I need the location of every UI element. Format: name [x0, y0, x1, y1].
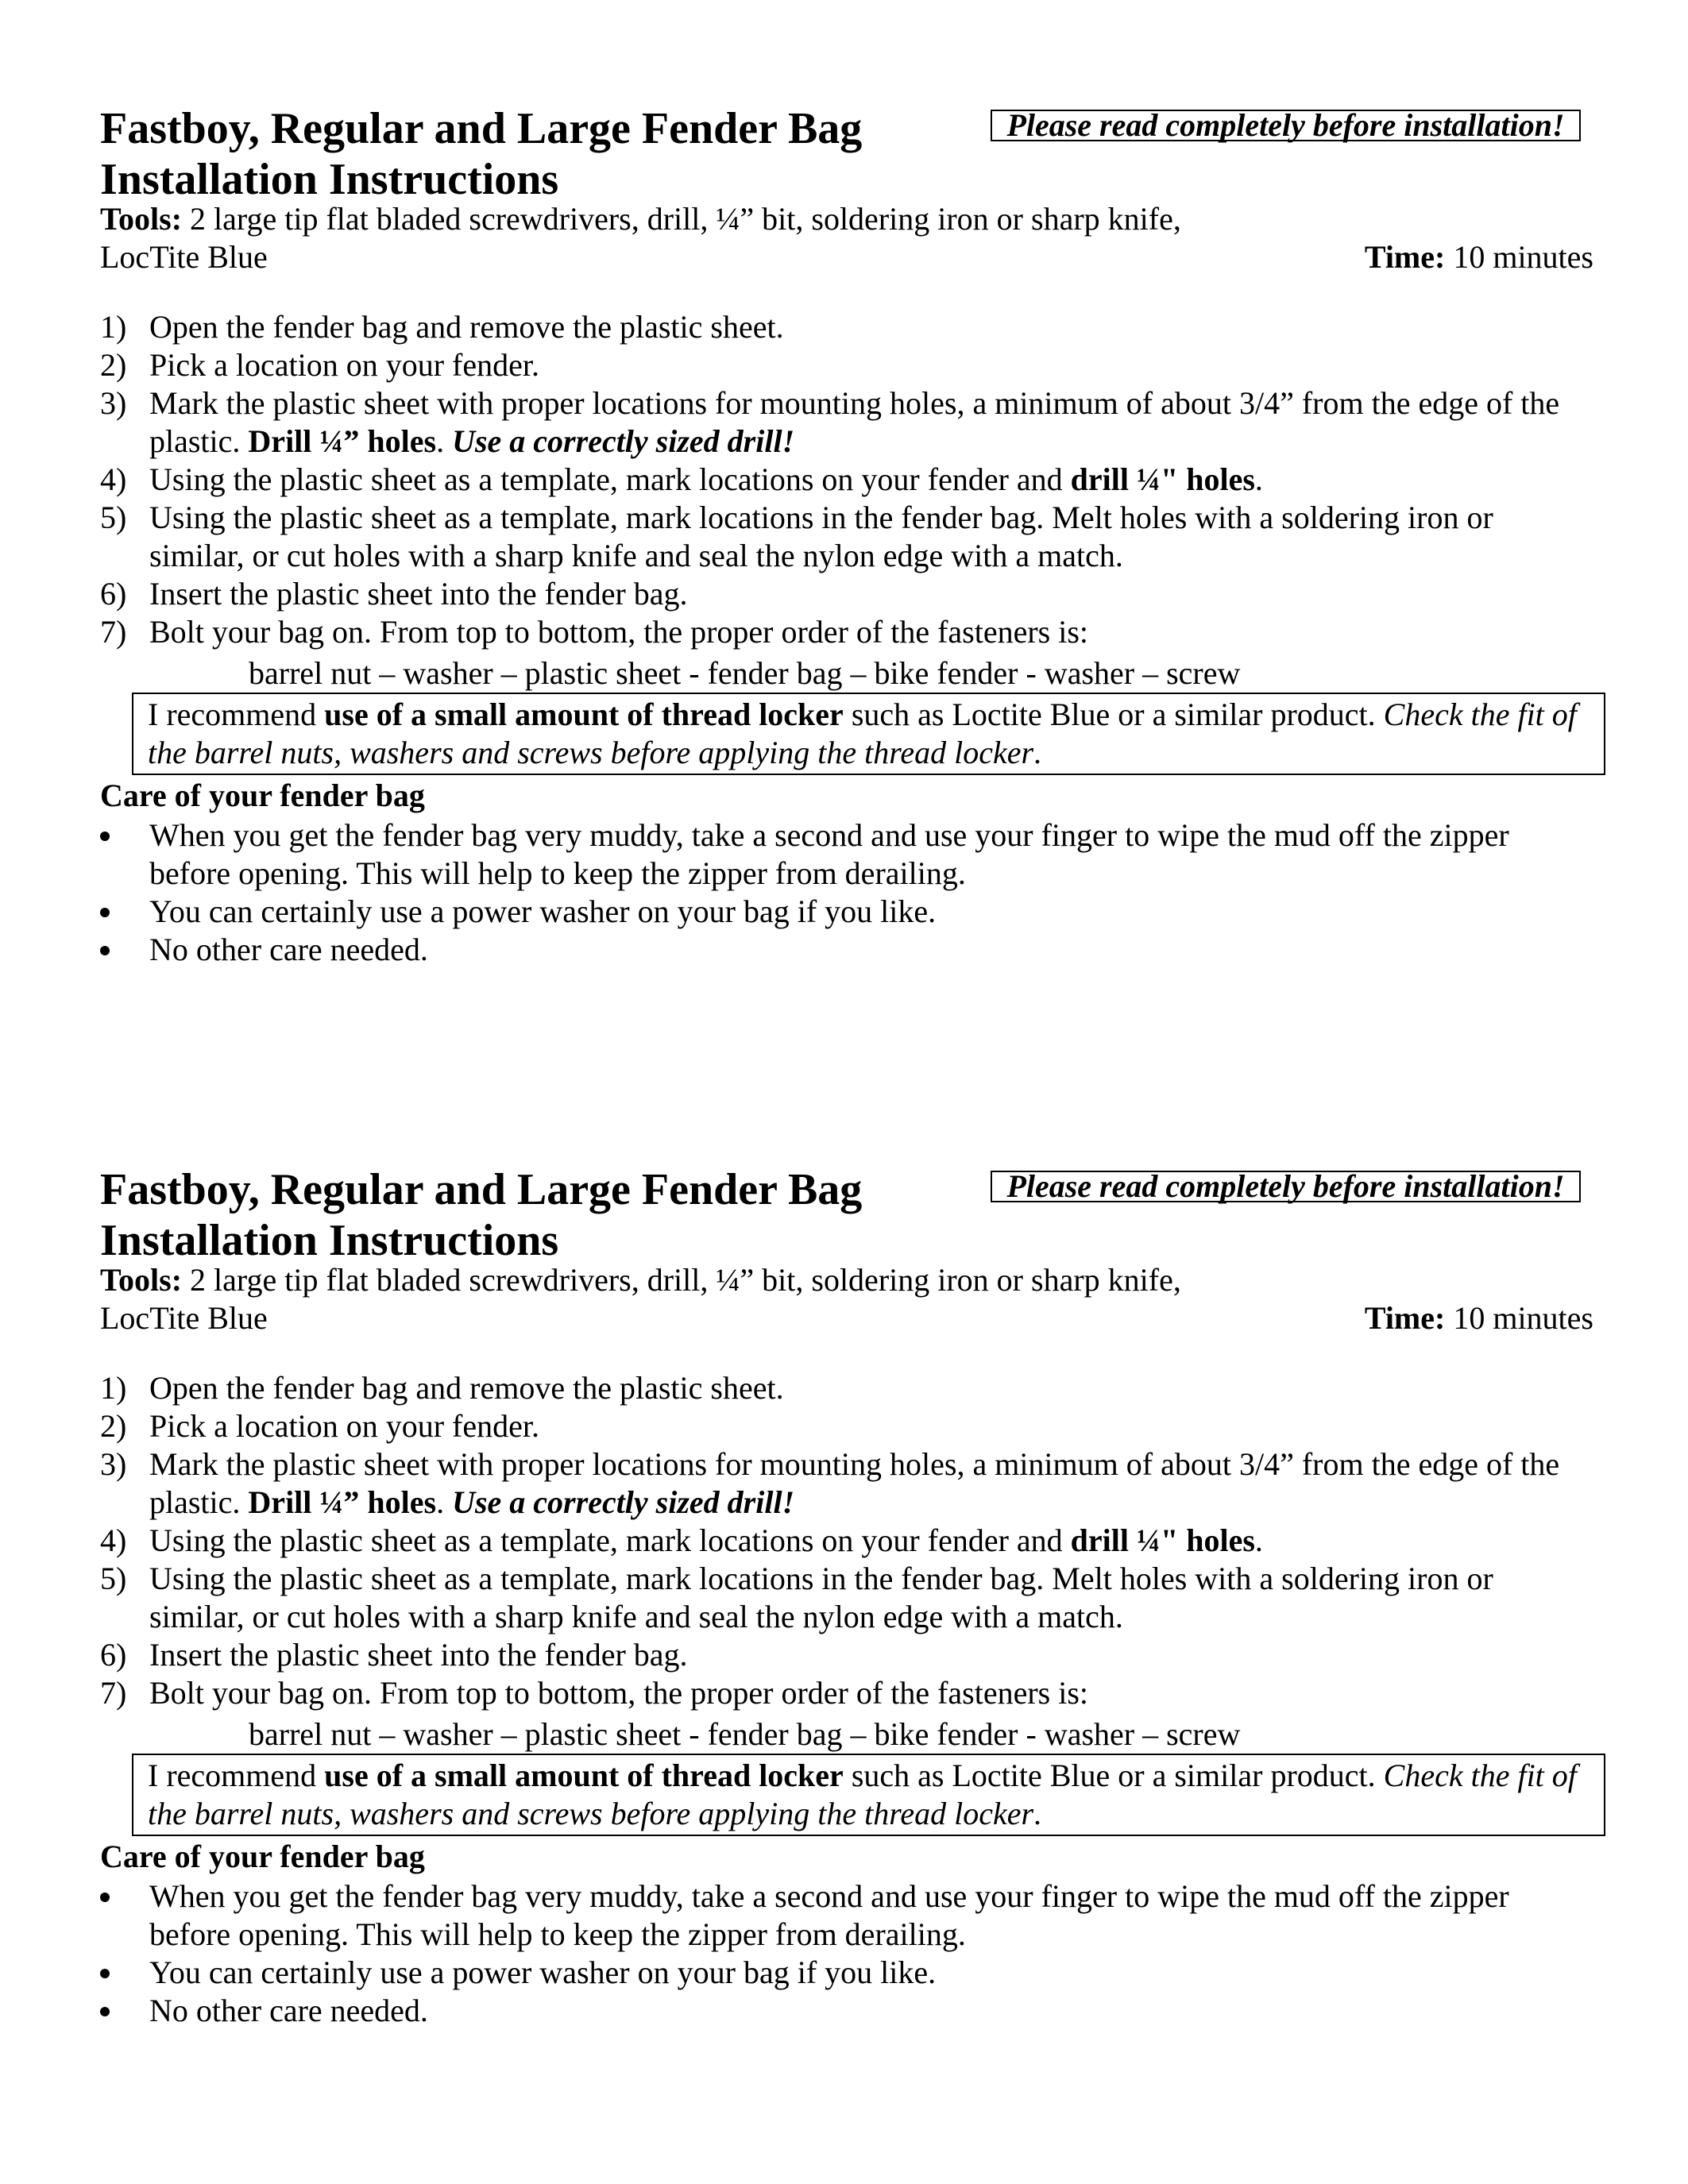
care-heading: Care of your fender bag [100, 1839, 425, 1874]
step-item [100, 1636, 1593, 1674]
note-italic: Check the fit of the barrel nuts, washers and screws before applying the thread locker [148, 696, 1577, 770]
step-text: . [1254, 461, 1263, 497]
note-text: . [1033, 1796, 1042, 1831]
note-text: such as Loctite Blue or a similar product. [843, 1758, 1384, 1793]
step-text: Using the plastic sheet as a template, mark locations on your fender and [149, 461, 1071, 497]
tools-text: 2 large tip flat bladed screwdrivers, drill, ¼” bit, soldering iron or sharp knife, [182, 201, 1181, 237]
step-emphasis-italic: Use a correctly sized drill! [452, 423, 795, 459]
step-item [100, 575, 1593, 613]
bullet-icon [100, 946, 110, 955]
fastener-order: barrel nut – washer – plastic sheet - fender bag – bike fender - washer – screw [249, 655, 1241, 691]
steps-list [100, 1369, 1593, 1712]
step-number: 4) [100, 1522, 127, 1558]
step-text: Open the fender bag and remove the plastic sheet. [149, 309, 784, 345]
step-emphasis: Drill ¼” holes [248, 1484, 437, 1520]
step-item [100, 308, 1593, 346]
step-item [100, 1445, 1593, 1522]
bullet-icon [100, 1893, 110, 1902]
fastener-order: barrel nut – washer – plastic sheet - fender bag – bike fender - washer – screw [249, 1716, 1241, 1752]
step-text: . [436, 423, 453, 459]
bullet-icon [100, 832, 110, 841]
care-item [100, 931, 1593, 969]
care-text: When you get the fender bag very muddy, take a second and use your finger to wipe the mud off the zipper before opening. This will help to keep the zipper from derailing. [149, 1878, 1509, 1952]
bullet-icon [100, 2007, 110, 2016]
step-number: 5) [100, 500, 127, 535]
step-number: 2) [100, 347, 127, 383]
care-heading: Care of your fender bag [100, 778, 425, 813]
step-number: 7) [100, 1675, 127, 1711]
step-emphasis: drill ¼" holes [1070, 461, 1255, 497]
step-emphasis: drill ¼" holes [1070, 1522, 1255, 1558]
bullet-icon [100, 1969, 110, 1978]
step-emphasis: Drill ¼” holes [248, 423, 437, 459]
step-item [100, 1369, 1593, 1407]
step-number: 3) [100, 385, 127, 421]
thread-locker-note [132, 1754, 1605, 1836]
tools-label: Tools: [100, 201, 183, 237]
time-estimate [1365, 1299, 1593, 1337]
step-text: Using the plastic sheet as a template, mark locations in the fender bag. Melt holes with a soldering iron or similar, or cut holes with a sharp knife and seal the nylon edge with a match. [149, 1561, 1493, 1634]
care-text: You can certainly use a power washer on your bag if you like. [149, 1954, 937, 1990]
document-title [100, 103, 862, 205]
step-item [100, 384, 1593, 461]
bullet-icon [100, 908, 110, 917]
step-text: Open the fender bag and remove the plastic sheet. [149, 1370, 784, 1406]
steps-list [100, 308, 1593, 651]
step-text: Using the plastic sheet as a template, mark locations in the fender bag. Melt holes with a soldering iron or similar, or cut holes with a sharp knife and seal the nylon edge with a match. [149, 500, 1493, 573]
step-number: 7) [100, 614, 127, 650]
title-line-1: Fastboy, Regular and Large Fender Bag [100, 1165, 863, 1214]
step-number: 6) [100, 1637, 127, 1673]
care-text: You can certainly use a power washer on your bag if you like. [149, 893, 937, 929]
care-item [100, 1877, 1593, 1954]
step-number: 2) [100, 1408, 127, 1444]
time-label: Time: [1364, 1300, 1446, 1336]
care-text: No other care needed. [149, 1993, 428, 2028]
note-emphasis: use of a small amount of thread locker [324, 696, 844, 732]
instruction-sheet-bottom [100, 1164, 1593, 2157]
step-text: Mark the plastic sheet with proper locations for mounting holes, a minimum of about 3/4” from the edge of the plastic. [149, 385, 1560, 459]
note-emphasis: use of a small amount of thread locker [324, 1758, 844, 1793]
note-text: such as Loctite Blue or a similar product. [843, 696, 1384, 732]
step-text: Pick a location on your fender. [149, 347, 539, 383]
time-estimate [1365, 238, 1593, 276]
time-label: Time: [1364, 239, 1446, 275]
step-item [100, 613, 1593, 651]
step-emphasis-italic: Use a correctly sized drill! [452, 1484, 795, 1520]
note-italic: Check the fit of the barrel nuts, washers and screws before applying the thread locker [148, 1758, 1577, 1831]
step-item [100, 1674, 1593, 1712]
note-text: . [1033, 735, 1042, 770]
step-number: 1) [100, 1370, 127, 1406]
care-item [100, 816, 1593, 893]
step-number: 4) [100, 461, 127, 497]
instruction-sheet-top [100, 103, 1593, 1096]
step-number: 6) [100, 576, 127, 612]
tools-text-2: LocTite Blue [100, 239, 268, 275]
tools-text-2: LocTite Blue [100, 1300, 268, 1336]
care-text: No other care needed. [149, 932, 428, 967]
step-text: Pick a location on your fender. [149, 1408, 539, 1444]
document-title [100, 1164, 862, 1266]
step-number: 1) [100, 309, 127, 345]
title-line-2: Installation Instructions [100, 155, 559, 204]
time-value: 10 minutes [1445, 1300, 1593, 1336]
title-line-2: Installation Instructions [100, 1216, 559, 1265]
step-item [100, 1560, 1593, 1636]
tools-label: Tools: [100, 1262, 183, 1298]
step-text: Bolt your bag on. From top to bottom, the proper order of the fasteners is: [149, 1675, 1089, 1711]
step-text: Insert the plastic sheet into the fender bag. [149, 1637, 688, 1673]
step-item [100, 1522, 1593, 1560]
step-item [100, 346, 1593, 384]
note-text: I recommend [148, 696, 325, 732]
step-item [100, 461, 1593, 499]
step-number: 5) [100, 1561, 127, 1596]
step-text: Insert the plastic sheet into the fender bag. [149, 576, 688, 612]
step-item [100, 499, 1593, 575]
care-item [100, 893, 1593, 931]
care-text: When you get the fender bag very muddy, take a second and use your finger to wipe the mud off the zipper before opening. This will help to keep the zipper from derailing. [149, 817, 1509, 891]
time-value: 10 minutes [1445, 239, 1593, 275]
warning-box: Please read completely before installation! [991, 110, 1581, 141]
tools-section [100, 1261, 1593, 1337]
warning-box: Please read completely before installation! [991, 1171, 1581, 1202]
step-number: 3) [100, 1446, 127, 1482]
care-item [100, 1954, 1593, 1992]
thread-locker-note [132, 693, 1605, 775]
step-text: . [436, 1484, 453, 1520]
step-text: Mark the plastic sheet with proper locations for mounting holes, a minimum of about 3/4” from the edge of the plastic. [149, 1446, 1560, 1520]
tools-section [100, 200, 1593, 276]
step-item [100, 1407, 1593, 1445]
title-line-1: Fastboy, Regular and Large Fender Bag [100, 104, 863, 153]
tools-text: 2 large tip flat bladed screwdrivers, drill, ¼” bit, soldering iron or sharp knife, [182, 1262, 1181, 1298]
step-text: Bolt your bag on. From top to bottom, the proper order of the fasteners is: [149, 614, 1089, 650]
step-text: Using the plastic sheet as a template, mark locations on your fender and [149, 1522, 1071, 1558]
care-item [100, 1992, 1593, 2030]
note-text: I recommend [148, 1758, 325, 1793]
care-list [100, 1877, 1593, 2030]
step-text: . [1254, 1522, 1263, 1558]
care-list [100, 816, 1593, 969]
